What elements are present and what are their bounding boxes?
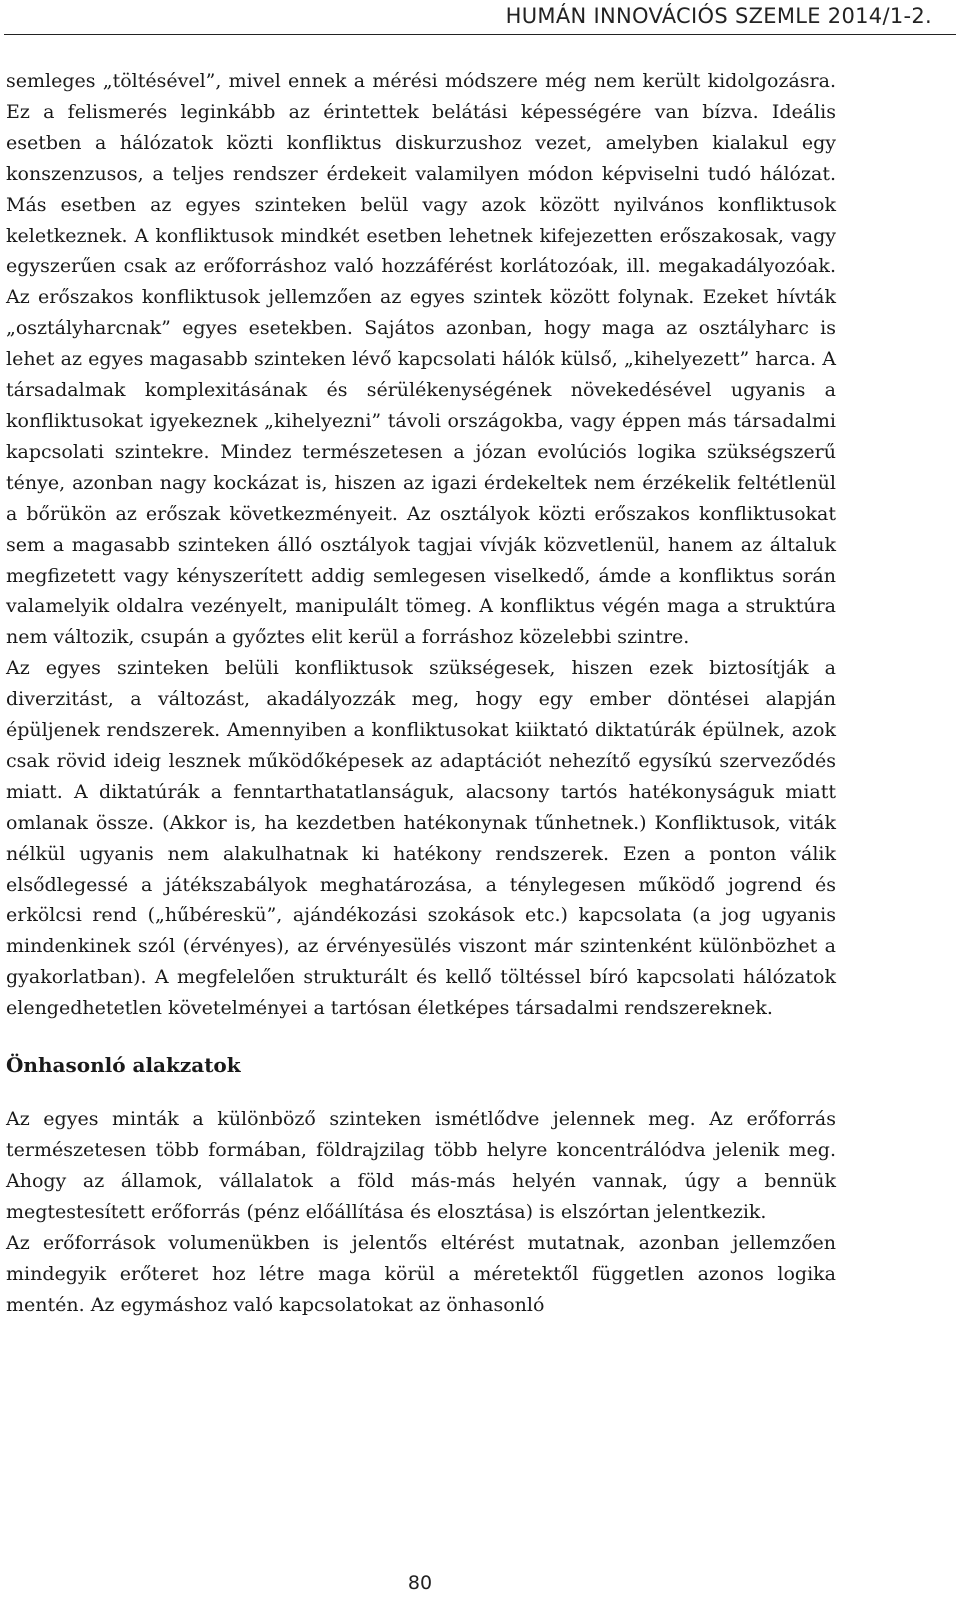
document-body: [6, 66, 836, 1320]
running-header: HUMÁN INNOVÁCIÓS SZEMLE 2014/1-2.: [505, 4, 932, 28]
section-paragraph-1: Az egyes minták a különböző szinteken ismétlődve jelennek meg. Az erőforrás természetesen több formában, földrajzilag több helyre koncentrálódva jelenik meg. Ahogy az államok, vállalatok a föld más-más helyén vannak, úgy a bennük megtestesített erőforrás (pénz előállítása és elosztása) is elszórtan jelentkezik.: [6, 1108, 836, 1223]
page-number: 80: [407, 1572, 433, 1594]
body-paragraph-2: Az egyes szinteken belüli konfliktusok szükségesek, hiszen ezek biztosítják a diverzitást, a változást, akadályozzák meg, hogy egy ember döntései alapján épüljenek rendszerek. Amennyiben a konfliktusokat kiiktató diktatúrák épülnek, azok csak rövid ideig lesznek működőképesek az adaptációt nehezítő egysíkú szerveződés miatt. A diktatúrák a fenntarthatatlanságuk, alacsony tartós hatékonyságuk miatt omlanak össze. (Akkor is, ha kezdetben hatékonynak tűnhetnek.) Konfliktusok, viták nélkül ugyanis nem alakulhatnak ki hatékony rendszerek. Ezen a ponton válik elsődlegessé a játékszabályok meghatározása, a ténylegesen működő jogrend és erkölcsi rend („hűbéreskü”, ajándékozási szokások etc.) kapcsolata (a jog ugyanis mindenkinek szól (érvényes), az érvényesülés viszont már szintenként különbözhet a gyakorlatban). A megfelelően strukturált és kellő töltéssel bíró kapcsolati hálózatok elengedhetetlen követelményei a tartósan életképes társadalmi rendszereknek.: [6, 657, 836, 1020]
section-heading: Önhasonló alakzatok: [6, 1053, 241, 1078]
body-paragraph-1: semleges „töltésével”, mivel ennek a mérési módszere még nem került kidolgozásra. Ez a felismerés leginkább az érintettek belátási képességére van bízva. Ideális esetben a hálózatok közti konfliktus diskurzushoz vezet, amelyben kialakul egy konszenzusos, a teljes rendszer érdekeit valamilyen módon képviselni tudó hálózat. Más esetben az egyes szinteken belül vagy azok között nyilvános konfliktusok keletkeznek. A konfliktusok mindkét esetben lehetnek kifejezetten erőszakosak, vagy egyszerűen csak az erőforráshoz való hozzáférést korlátozóak, ill. megakadályozóak. Az erőszakos konfliktusok jellemzően az egyes szintek között folynak. Ezeket hívták „osztályharcnak” egyes esetekben. Sajátos azonban, hogy maga az osztályharc is lehet az egyes magasabb szinteken lévő kapcsolati hálók külső, „kihelyezett” harca. A társadalmak komplexitásának és sérülékenységének növekedésével ugyanis a konfliktusokat igyekeznek „kihelyezni” távoli országokba, vagy éppen más társadalmi kapcsolati szintekre. Mindez természetesen a józan evolúciós logika szükségszerű ténye, azonban nagy kockázat is, hiszen az igazi érdekeltek nem érzékelik feltétlenül a bőrükön az erőszak következményeit. Az osztályok közti erőszakos konfliktusokat sem a magasabb szinteken álló osztályok tagjai vívják közvetlenül, hanem az általuk megfizetett vagy kényszerített addig semlegesen viselkedő, ámde a konfliktus során valamelyik oldalra vezényelt, manipulált tömeg. A konfliktus végén maga a struktúra nem változik, csupán a győztes elit kerül a forráshoz közelebbi szintre.: [6, 70, 836, 649]
header-divider: [4, 34, 956, 35]
section-paragraph-2: Az erőforrások volumenükben is jelentős eltérést mutatnak, azonban jellemzően mindegyik erőteret hoz létre maga körül a méretektől független azonos logika mentén. Az egymáshoz való kapcsolatokat az önhasonló: [6, 1231, 836, 1316]
